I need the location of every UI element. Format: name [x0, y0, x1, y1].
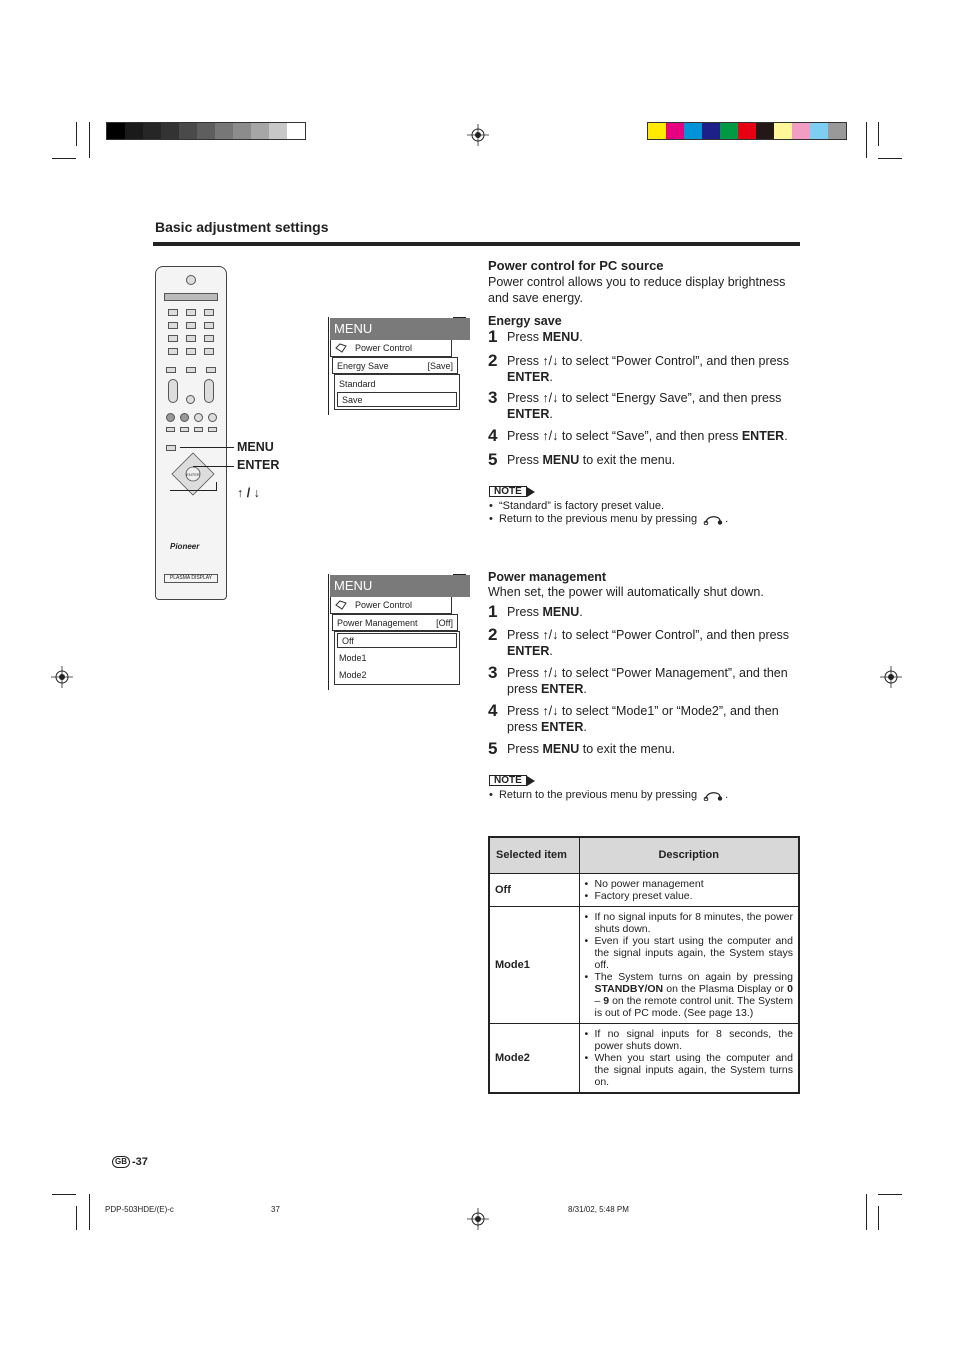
step-3: 3 Press ↑/↓ to select “Energy Save”, and then press ENTER. — [488, 388, 782, 421]
swatch — [251, 123, 269, 139]
registration-mark-icon — [467, 124, 489, 146]
print-page-number: 37 — [271, 1205, 280, 1214]
osd-option-mode1: Mode1 — [339, 652, 367, 663]
doc-code: PDP-503HDE/(E)-c — [105, 1205, 174, 1214]
swatch — [702, 123, 720, 139]
osd-options-box — [334, 631, 460, 685]
swatch — [666, 123, 684, 139]
table-row — [489, 906, 799, 1023]
section-heading: Power control for PC source — [488, 258, 664, 273]
power-control-icon — [335, 600, 347, 610]
osd-power-management-row: Power Management [Off] — [332, 614, 458, 631]
swatch — [215, 123, 233, 139]
registration-mark-icon — [51, 666, 73, 688]
swatch — [269, 123, 287, 139]
energy-osd-menu — [330, 318, 470, 405]
osd-menu-header: MENU — [330, 575, 470, 597]
swatch — [161, 123, 179, 139]
swatch — [143, 123, 161, 139]
return-button-icon — [703, 789, 725, 801]
note-bullet: • “Standard” is factory preset value. — [489, 500, 665, 512]
section-title: Basic adjustment settings — [155, 219, 329, 235]
step-2: 2 Press ↑/↓ to select “Power Control”, and then press ENTER. — [488, 351, 790, 384]
power-note — [489, 770, 804, 802]
swatch — [756, 123, 774, 139]
return-button-icon — [703, 513, 725, 525]
svg-text:ENTER: ENTER — [186, 472, 200, 477]
swatch — [287, 123, 305, 139]
osd-option-save: Save — [337, 392, 457, 407]
osd-options-box — [334, 374, 460, 410]
note-bullet: • Return to the previous menu by pressing . — [489, 789, 729, 801]
osd-energy-save-row: Energy Save [Save] — [332, 357, 458, 374]
note-badge: NOTE — [489, 486, 535, 497]
swatch — [197, 123, 215, 139]
note-badge: NOTE — [489, 775, 535, 786]
swatch — [810, 123, 828, 139]
print-timestamp: 8/31/02, 5:48 PM — [568, 1205, 629, 1214]
volume-rocker — [168, 379, 178, 403]
subsection-heading: Energy save — [488, 314, 562, 328]
region-badge: GB — [112, 1156, 130, 1168]
channel-rocker — [204, 379, 214, 403]
power-management-section — [488, 569, 803, 600]
swatch — [125, 123, 143, 139]
step-1: 1 Press MENU. — [488, 327, 583, 346]
remote-control-illustration — [155, 266, 227, 600]
remote-brand-logo: Pioneer — [170, 542, 200, 551]
section-intro: Power control allows you to reduce display brightness and save energy. — [488, 275, 786, 305]
page-number: GB -37 — [112, 1156, 148, 1168]
item-description: • No power management • Factory preset value. — [579, 873, 799, 906]
swatch — [774, 123, 792, 139]
table-header-row — [489, 837, 799, 873]
swatch — [828, 123, 846, 139]
item-name: Off — [489, 873, 579, 906]
swatch — [720, 123, 738, 139]
swatch — [738, 123, 756, 139]
callout-enter: ENTER — [237, 458, 280, 472]
column-header: Description — [579, 837, 799, 873]
energy-note — [489, 481, 804, 526]
step-5: 5 Press MENU to exit the menu. — [488, 450, 676, 469]
power-management-osd-menu — [330, 575, 470, 680]
swatch — [684, 123, 702, 139]
osd-option-standard: Standard — [339, 378, 376, 389]
item-name: Mode2 — [489, 1023, 579, 1093]
swatch — [792, 123, 810, 139]
subsection-heading: Power management — [488, 570, 607, 584]
energy-section — [488, 258, 803, 329]
registration-mark-icon — [467, 1208, 489, 1230]
swatch — [648, 123, 666, 139]
osd-power-control-row: Power Control — [330, 597, 452, 614]
power-management-table — [488, 836, 800, 1094]
heading-rule — [153, 242, 800, 246]
callout-arrows: ↑ / ↓ — [237, 486, 260, 500]
osd-power-control-row: Power Control — [330, 340, 452, 357]
input-buttons-row — [164, 293, 218, 301]
step-4: 4 Press ↑/↓ to select “Save”, and then press ENTER. — [488, 426, 788, 445]
step-4: 4 Press ↑/↓ to select “Mode1” or “Mode2”, and then press ENTER. — [488, 701, 779, 734]
osd-option-off: Off — [337, 633, 457, 648]
table-row — [489, 1023, 799, 1093]
note-bullet: • Return to the previous menu by pressing . — [489, 513, 729, 525]
step-1: 1 Press MENU. — [488, 602, 583, 621]
registration-mark-icon — [880, 666, 902, 688]
color-calibration-bar — [647, 122, 847, 140]
step-3: 3 Press ↑/↓ to select “Power Management”, and then press ENTER. — [488, 663, 788, 696]
osd-option-mode2: Mode2 — [339, 669, 367, 680]
power-control-icon — [335, 343, 347, 353]
swatch — [179, 123, 197, 139]
item-description: • If no signal inputs for 8 seconds, the power shuts down. • When you start using the computer and the signal inputs again, the System turns on. — [579, 1023, 799, 1093]
step-5: 5 Press MENU to exit the menu. — [488, 739, 676, 758]
item-description: • If no signal inputs for 8 minutes, the power shuts down. • Even if you start using the computer and the signal inputs again, the System stays off. • The System turns on again by pressing STANDBY/ON on the Plasma Display or 0 – 9 on the remote control unit. The System is out of PC mode. (See page 13.) — [579, 906, 799, 1023]
callout-menu: MENU — [237, 440, 274, 454]
osd-menu-header: MENU — [330, 318, 470, 340]
column-header: Selected item — [489, 837, 579, 873]
swatch — [233, 123, 251, 139]
standby-button — [186, 275, 196, 285]
swatch — [107, 123, 125, 139]
remote-footer-label: PLASMA DISPLAY — [164, 574, 218, 583]
table-row — [489, 873, 799, 906]
section-intro: When set, the power will automatically shut down. — [488, 585, 764, 599]
item-name: Mode1 — [489, 906, 579, 1023]
gray-calibration-bar — [106, 122, 306, 140]
step-2: 2 Press ↑/↓ to select “Power Control”, and then press ENTER. — [488, 625, 790, 658]
